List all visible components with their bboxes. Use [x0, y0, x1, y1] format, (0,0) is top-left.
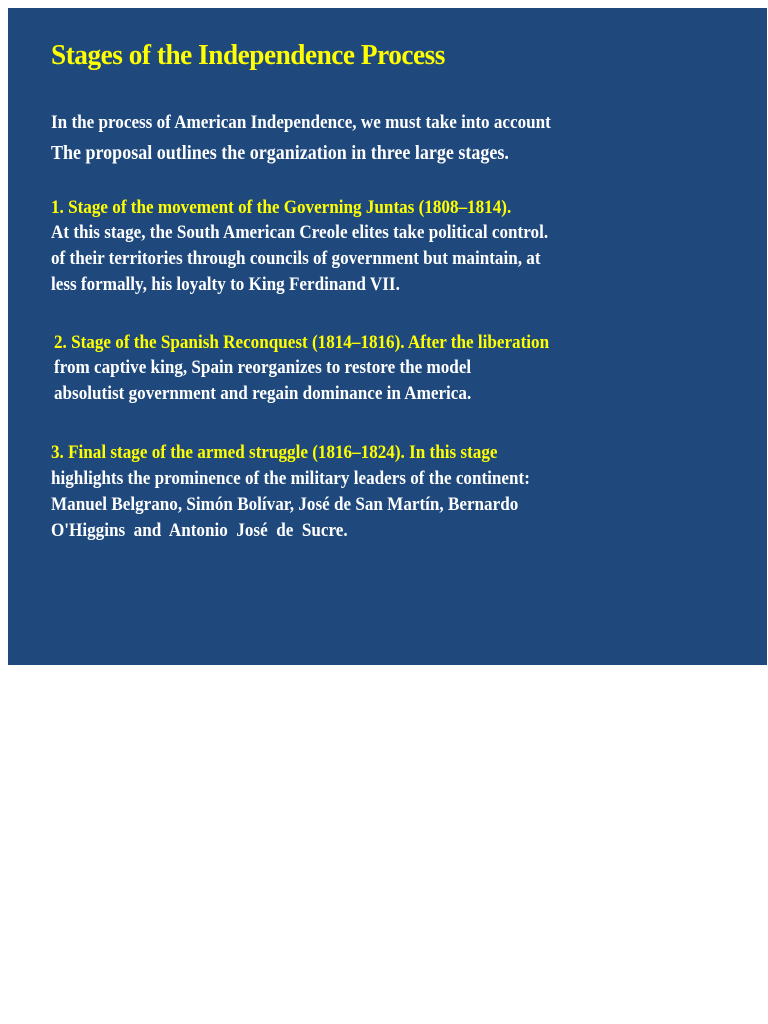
stage-1-line-3: less formally, his loyalty to King Ferdinand VII.	[51, 274, 400, 295]
slide	[8, 8, 767, 665]
slide-title: Stages of the Independence Process	[51, 39, 445, 71]
stage-3-line-1: highlights the prominence of the military leaders of the continent:	[51, 468, 530, 489]
stage-1-heading: 1. Stage of the movement of the Governing Juntas (1808–1814).	[51, 197, 512, 218]
stage-2-heading: 2. Stage of the Spanish Reconquest (1814–1816). After the liberation	[54, 332, 550, 353]
stage-1-line-2: of their territories through councils of government but maintain, at	[51, 248, 541, 269]
stage-2-line-1: from captive king, Spain reorganizes to restore the model	[54, 357, 472, 378]
stage-3-heading: 3. Final stage of the armed struggle (1816–1824). In this stage	[51, 442, 498, 463]
stage-2-line-2: absolutist government and regain dominance in America.	[54, 383, 472, 404]
intro-line-1: In the process of American Independence, we must take into account	[51, 112, 551, 133]
stage-3-line-2: Manuel Belgrano, Simón Bolívar, José de San Martín, Bernardo	[51, 494, 519, 515]
intro-line-2: The proposal outlines the organization in three large stages.	[51, 142, 509, 164]
stage-1-line-1: At this stage, the South American Creole elites take political control.	[51, 222, 549, 243]
stage-3-line-3: O'Higgins and Antonio José de Sucre.	[51, 520, 348, 541]
